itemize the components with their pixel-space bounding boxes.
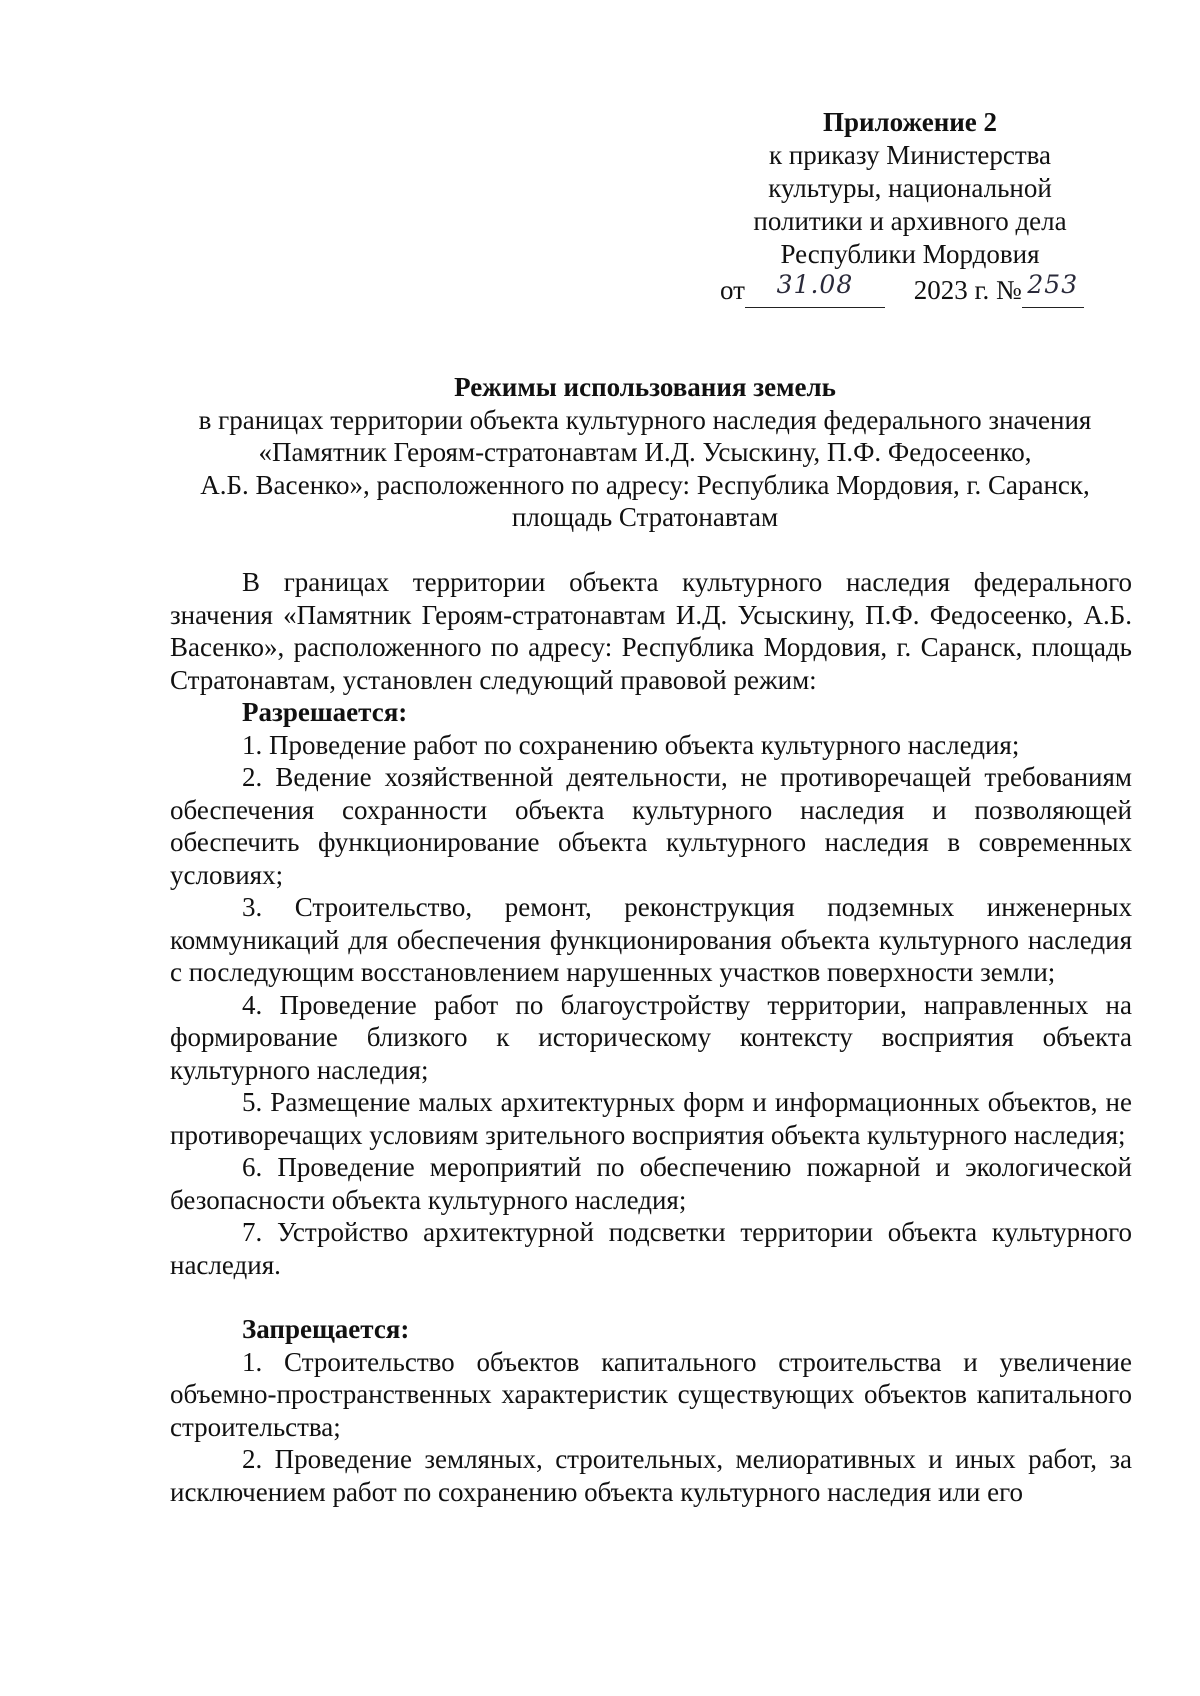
- heading-line: А.Б. Васенко», расположенного по адресу: Республика Мордовия, г. Саранск,: [200, 469, 1090, 500]
- appendix-header: [700, 106, 1120, 271]
- allowed-item: 1. Проведение работ по сохранению объекта культурного наследия;: [242, 729, 1020, 760]
- document-heading: [150, 371, 1140, 534]
- appendix-line: Республики Мордовия: [780, 239, 1040, 269]
- appendix-line: к приказу Министерства: [768, 140, 1052, 170]
- appendix-line: культуры, национальной: [768, 173, 1052, 203]
- order-date-line: [720, 270, 1084, 308]
- allowed-item: 2. Ведение хозяйственной деятельности, не противоречащей требованиям обеспечения сохранности объекта культурного наследия и позволяющей обеспечить функционирование объекта культурного наследия в современных условиях;: [170, 762, 1132, 890]
- date-prefix: от: [720, 275, 745, 305]
- forbidden-item: 2. Проведение земляных, строительных, мелиоративных и иных работ, за исключением работ по сохранению объекта культурного наследия или его: [170, 1444, 1132, 1507]
- allowed-item: 4. Проведение работ по благоустройству территории, направленных на формирование близкого к историческому контексту восприятия объекта культурного наследия;: [170, 989, 1132, 1085]
- intro-paragraph: В границах территории объекта культурного наследия федерального значения «Памятник Героям-стратонавтам И.Д. Усыскину, П.Ф. Федосеенко, А.Б. Васенко», расположенного по адресу: Республика Мордовия, г. Саранск, площадь Стратонавтам, установлен следующий правовой режим:: [170, 567, 1132, 695]
- allowed-item: 3. Строительство, ремонт, реконструкция подземных инженерных коммуникаций для обеспечения функционирования объекта культурного наследия с последующим восстановлением нарушенных участков поверхности земли;: [170, 892, 1132, 987]
- document-body: [170, 566, 1132, 1508]
- allowed-item: 6. Проведение мероприятий по обеспечению пожарной и экологической безопасности объекта культурного наследия;: [170, 1152, 1132, 1215]
- section-gap: [170, 1281, 1132, 1313]
- date-blank: [745, 270, 885, 308]
- allowed-section-title: Разрешается:: [242, 697, 408, 727]
- heading-main: Режимы использования земель: [454, 372, 836, 402]
- appendix-title: Приложение 2: [822, 107, 998, 137]
- year-label: 2023 г. №: [913, 275, 1022, 305]
- heading-line: «Памятник Героям-стратонавтам И.Д. Усыскину, П.Ф. Федосеенко,: [258, 437, 1032, 467]
- appendix-line: политики и архивного дела: [753, 206, 1067, 236]
- handwritten-number: 253: [1027, 270, 1079, 299]
- handwritten-date: 31.08: [776, 270, 854, 299]
- forbidden-item: 1. Строительство объектов капитального строительства и увеличение объемно-пространственных характеристик существующих объектов капитального строительства;: [170, 1346, 1132, 1442]
- number-blank: [1022, 270, 1084, 308]
- heading-line: в границах территории объекта культурного наследия федерального значения: [198, 404, 1092, 435]
- allowed-item: 7. Устройство архитектурной подсветки территории объекта культурного наследия.: [170, 1217, 1132, 1280]
- forbidden-section-title: Запрещается:: [242, 1314, 410, 1344]
- allowed-item: 5. Размещение малых архитектурных форм и информационных объектов, не противоречащих условиям зрительного восприятия объекта культурного наследия;: [170, 1087, 1132, 1150]
- heading-line: площадь Стратонавтам: [511, 502, 779, 532]
